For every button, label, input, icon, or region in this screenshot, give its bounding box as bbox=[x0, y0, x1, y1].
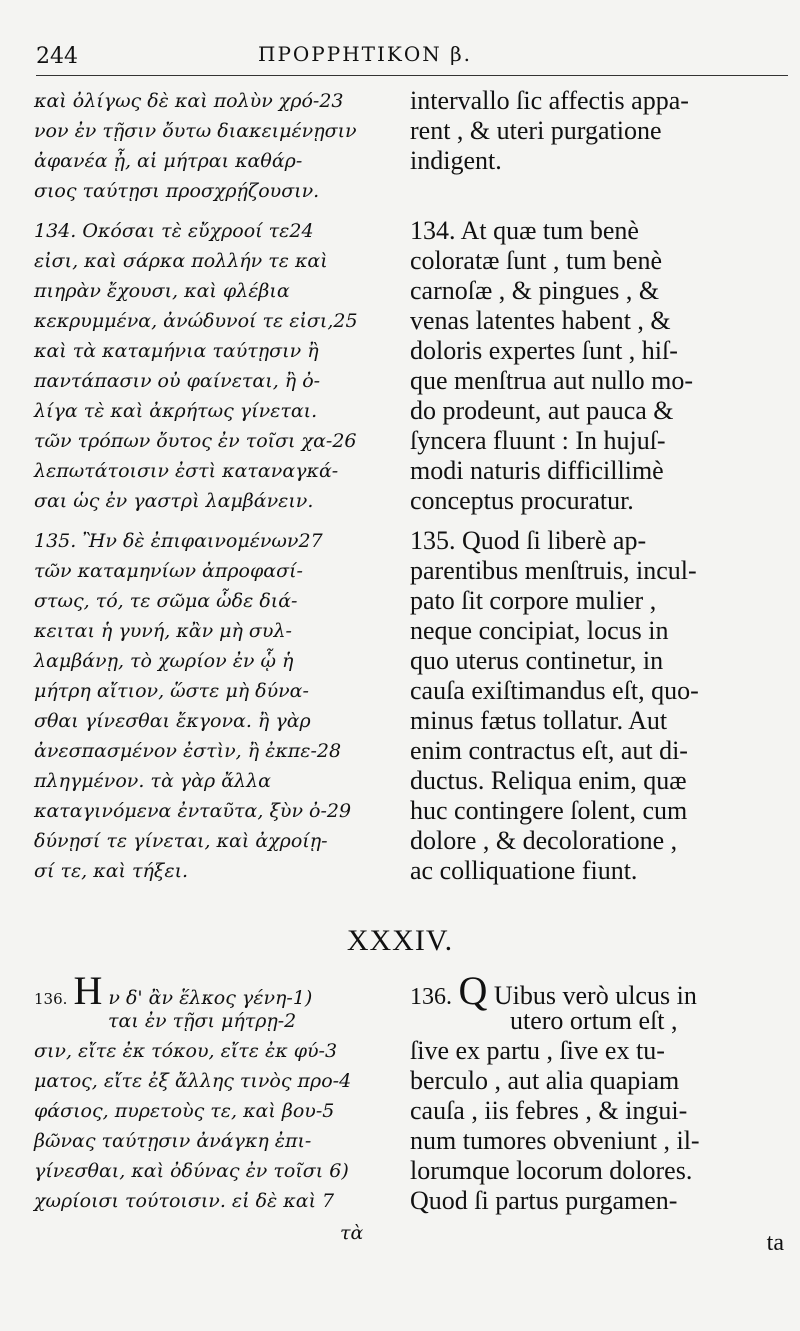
greek-line: βῶνας ταύτῃσιν ἀνάγκη ἐπι- bbox=[34, 1130, 312, 1152]
latin-line: ſive ex partu , ſive ex tu- bbox=[410, 1036, 665, 1065]
greek-line: κεκρυμμένα, ἀνώδυνοί τε εἰσι,25 bbox=[34, 310, 358, 332]
greek-first-line bbox=[34, 968, 313, 1013]
greek-column bbox=[34, 86, 402, 906]
greek-line: ν δ' ἂν ἕλκος γένη-1) bbox=[108, 987, 313, 1009]
latin-line: Uibus verò ulcus in bbox=[493, 981, 697, 1010]
latin-line: huc contingere ſolent, cum bbox=[410, 796, 688, 825]
greek-line: σθαι γίνεσθαι ἔκγονα. ἢ γὰρ bbox=[34, 710, 311, 732]
latin-line: pato ſit corpore mulier , bbox=[410, 586, 657, 615]
greek-line: ται ἐν τῇσι μήτρῃ-2 bbox=[108, 1010, 297, 1032]
greek-line: ἀνεσπασμένον ἐστὶν, ἢ ἐκπε-28 bbox=[34, 740, 342, 762]
latin-line: ac colliquatione fiunt. bbox=[410, 856, 638, 885]
latin-line: cauſa exiſtimandus eſt, quo- bbox=[410, 676, 699, 705]
greek-line: εἰσι, καὶ σάρκα πολλήν τε καὶ bbox=[34, 250, 328, 272]
greek-line: ἀφανέα ᾖ, αἱ μήτραι καθάρ- bbox=[34, 150, 303, 172]
latin-line: parentibus menſtruis, incul- bbox=[410, 556, 697, 585]
latin-line: coloratæ ſunt , tum benè bbox=[410, 246, 663, 275]
greek-line: πιηρὰν ἔχουσι, καὶ φλέβια bbox=[34, 280, 290, 302]
page-number: 244 bbox=[36, 44, 78, 69]
greek-dropcap: Η bbox=[73, 968, 103, 1013]
greek-line: μήτρη αἴτιον, ὥστε μὴ δύνα- bbox=[34, 680, 309, 702]
latin-line: berculo , aut alia quapiam bbox=[410, 1066, 680, 1095]
greek-line: τῶν καταμηνίων ἀπροφασί- bbox=[34, 560, 303, 582]
greek-line: κειται ἡ γυνή, κἂν μὴ συλ- bbox=[34, 620, 292, 642]
latin-line: utero ortum eſt , bbox=[510, 1006, 678, 1035]
latin-line: dolore , & decoloratione , bbox=[410, 826, 678, 855]
section-number: 136. bbox=[410, 984, 452, 1010]
greek-line: καὶ ὀλίγως δὲ καὶ πολὺν χρό-23 bbox=[34, 90, 344, 112]
latin-line: ductus. Reliqua enim, quæ bbox=[410, 766, 687, 795]
latin-column-2 bbox=[410, 968, 790, 1266]
latin-line: 134. At quæ tum benè bbox=[410, 216, 639, 245]
latin-line: rent , & uteri purgatione bbox=[410, 116, 662, 145]
greek-line: στως, τό, τε σῶμα ὧδε διά- bbox=[34, 590, 298, 612]
greek-line: πληγμένον. τὰ γὰρ ἄλλα bbox=[34, 770, 271, 792]
greek-line: λεπωτάτοισιν ἐστὶ καταναγκά- bbox=[34, 460, 339, 482]
latin-first-line bbox=[410, 968, 697, 1013]
greek-line: λίγα τὲ καὶ ἀκρήτως γίνεται. bbox=[34, 400, 318, 422]
greek-line: λαμβάνῃ, τὸ χωρίον ἐν ᾧ ἡ bbox=[34, 650, 294, 672]
greek-line: φάσιος, πυρετοὺς τε, καὶ βου-5 bbox=[34, 1100, 335, 1122]
greek-line: παντάπασιν οὐ φαίνεται, ἢ ὀ- bbox=[34, 370, 321, 392]
greek-line: σαι ὡς ἐν γαστρὶ λαμβάνειν. bbox=[34, 490, 314, 512]
latin-line: ſyncera fluunt : In hujuſ- bbox=[410, 426, 666, 455]
greek-line: δύνῃσί τε γίνεται, καὶ ἀχροίῃ- bbox=[34, 830, 328, 852]
latin-line: modi naturis difficillimè bbox=[410, 456, 664, 485]
latin-line: lorumque locorum dolores. bbox=[410, 1156, 693, 1185]
greek-line: χωρίοισι τούτοισιν. εἰ δὲ καὶ 7 bbox=[34, 1190, 335, 1212]
greek-line: σιν, εἴτε ἐκ τόκου, εἴτε ἐκ φύ-3 bbox=[34, 1040, 338, 1062]
latin-line: enim contractus eſt, aut di- bbox=[410, 736, 688, 765]
greek-line: καταγινόμενα ἐνταῦτα, ξὺν ὀ-29 bbox=[34, 800, 352, 822]
latin-catchword: ta bbox=[766, 1230, 784, 1256]
greek-catchword: τὰ bbox=[340, 1222, 364, 1244]
latin-column bbox=[410, 86, 790, 906]
header-rule bbox=[36, 75, 788, 76]
latin-line: venas latentes habent , & bbox=[410, 306, 671, 335]
latin-line: 135. Quod ſi liberè ap- bbox=[410, 526, 647, 555]
greek-line: 134. Οκόσαι τὲ εὔχροοί τε24 bbox=[34, 220, 314, 242]
latin-line: cauſa , iis febres , & ingui- bbox=[410, 1096, 688, 1125]
latin-line: que menſtrua aut nullo mo- bbox=[410, 366, 694, 395]
latin-line: Quod ſi partus purgamen- bbox=[410, 1186, 678, 1215]
running-title: ΠΡΟΡΡΗΤΙΚΟΝ β. bbox=[258, 42, 473, 66]
latin-line: neque concipiat, locus in bbox=[410, 616, 669, 645]
section-number: 136. bbox=[34, 990, 68, 1008]
latin-line: indigent. bbox=[410, 146, 502, 175]
greek-line: τῶν τρόπων ὄυτος ἐν τοῖσι χα-26 bbox=[34, 430, 357, 452]
latin-line: doloris expertes ſunt , hiſ- bbox=[410, 336, 678, 365]
latin-line: minus fætus tollatur. Aut bbox=[410, 706, 668, 735]
latin-line: conceptus procuratur. bbox=[410, 486, 634, 515]
greek-line: 135. Ἢν δὲ ἐπιφαινομένων27 bbox=[34, 530, 323, 552]
greek-line: ματος, εἴτε ἐξ ἄλλης τινὸς προ-4 bbox=[34, 1070, 352, 1092]
greek-line: νον ἐν τῇσιν ὄυτω διακειμένῃσιν bbox=[34, 120, 357, 142]
greek-line: σί τε, καὶ τήξει. bbox=[34, 860, 189, 882]
latin-line: quo uterus continetur, in bbox=[410, 646, 664, 675]
greek-line: σιος ταύτῃσι προσχρῄζουσιν. bbox=[34, 180, 320, 202]
latin-line: intervallo ſic affectis appa- bbox=[410, 86, 689, 115]
latin-line: carnoſæ , & pingues , & bbox=[410, 276, 660, 305]
latin-dropcap: Q bbox=[458, 968, 488, 1013]
greek-line: καὶ τὰ καταμήνια ταύτῃσιν ἢ bbox=[34, 340, 319, 362]
latin-line: num tumores obveniunt , il- bbox=[410, 1126, 700, 1155]
section-heading: XXXIV. bbox=[346, 924, 454, 957]
greek-line: γίνεσθαι, καὶ ὀδύνας ἐν τοῖσι 6) bbox=[34, 1160, 349, 1182]
latin-line: do prodeunt, aut pauca & bbox=[410, 396, 674, 425]
